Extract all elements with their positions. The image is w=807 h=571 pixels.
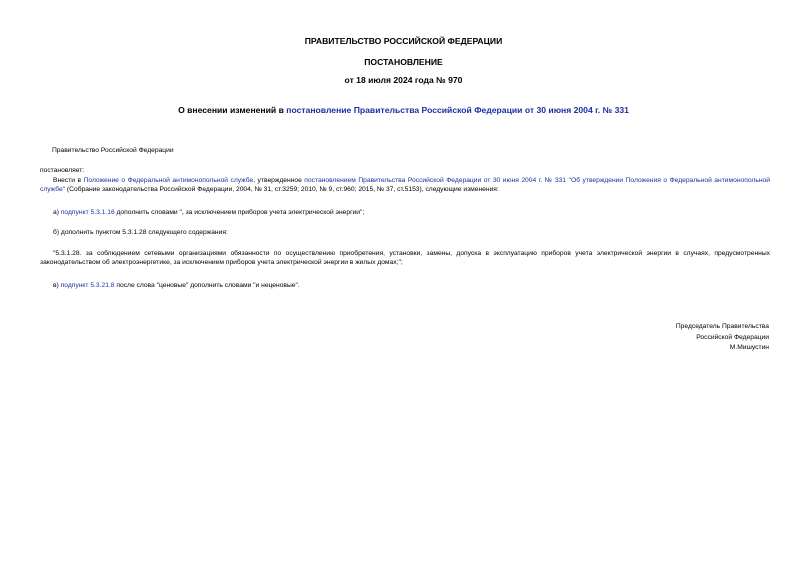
document-date-number: от 18 июля 2024 года № 970	[344, 75, 463, 85]
resolution-title-link[interactable]: "Об утверждении Положения о Федеральной антимонопольной службе"	[40, 177, 770, 194]
item-c-end: после слова "ценовые" дополнить словами "и неценовые".	[114, 282, 300, 289]
government-title: ПРАВИТЕЛЬСТВО РОССИЙСКОЙ ФЕДЕРАЦИИ	[304, 36, 503, 46]
signature-position-2: Российской Федерации	[696, 333, 769, 341]
decrees-label: постановляет:	[40, 167, 85, 174]
resolution-link[interactable]: постановлением Правительства Российской Федерации от 30 июня 2004 г. № 331	[304, 177, 567, 184]
p1-mid: , утвержденное	[253, 177, 305, 184]
item-a-start: а)	[53, 209, 61, 216]
document-subject	[0, 105, 807, 115]
paragraph-amendments	[40, 176, 770, 195]
item-c-start: в)	[53, 282, 61, 289]
signature-name: М.Мишустин	[729, 344, 769, 352]
regulation-link[interactable]: Положение о Федеральной антимонопольной службе	[83, 177, 254, 184]
subject-link[interactable]: постановление Правительства Российской Федерации от 30 июня 2004 г. № 331	[286, 105, 629, 115]
item-c	[53, 281, 300, 290]
subpoint-5-3-1-16-link[interactable]: подпункт 5.3.1.16	[60, 209, 115, 216]
item-a	[53, 208, 364, 217]
p1-start: Внести в	[53, 177, 84, 184]
subject-prefix: О внесении изменений в	[178, 105, 287, 115]
signature-block	[676, 322, 769, 354]
item-b: б) дополнить пунктом 5.3.1.28 следующего содержания:	[53, 229, 228, 236]
government-label: Правительство Российской Федерации	[52, 147, 174, 154]
document-type: ПОСТАНОВЛЕНИЕ	[364, 57, 443, 67]
item-a-end: дополнить словами ", за исключением приборов учета электрической энергии";	[114, 209, 365, 216]
signature-position: Председатель Правительства	[675, 323, 769, 330]
p1-end: (Собрание законодательства Российской Федерации, 2004, № 31, ст.3259; 2010, № 9, ст.960; 2015, № 37, ст.5153), следующие изменения:	[65, 186, 499, 194]
quoted-new-point: "5.3.1.28. за соблюдением сетевыми организациями обязанности по осуществлению приобретения, установки, замены, допуска в эксплуатацию приборов учета электрической энергии в случаях, предусмотренных законодательством об электроэнергетике, за исключением приборов учета электрической энергии в жилых домах;";	[40, 250, 770, 267]
subpoint-5-3-21-8-link[interactable]: подпункт 5.3.21.8	[60, 282, 115, 289]
